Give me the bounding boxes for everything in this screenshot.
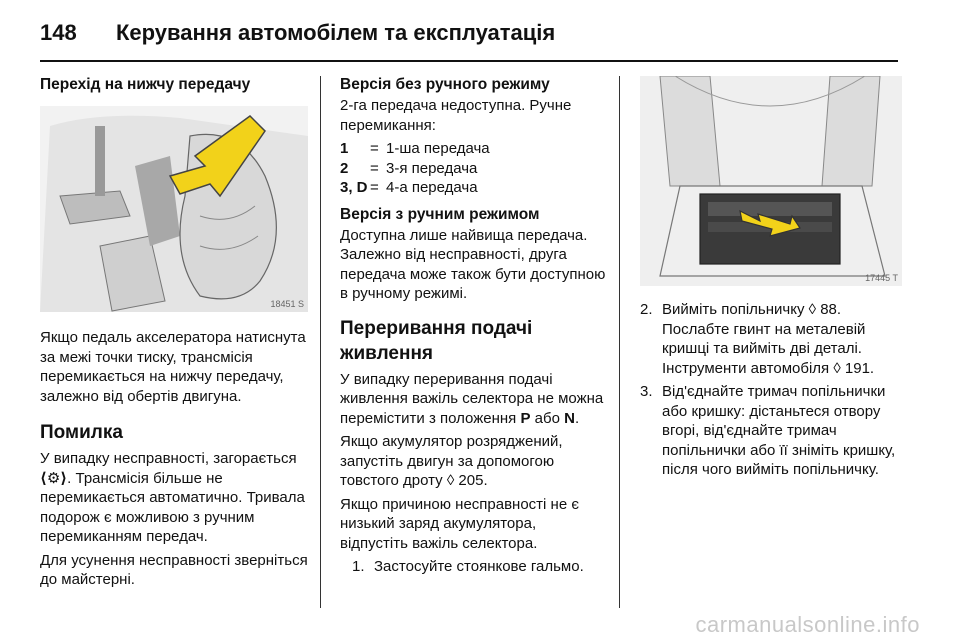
- section-title-manual: Версія з ручним режимом: [340, 205, 540, 223]
- column-1: [40, 76, 308, 594]
- page-title: Керування автомобілем та експлуатація: [116, 20, 556, 45]
- figure-code: 17445 T: [865, 273, 898, 283]
- selector-paragraph: Якщо причиною несправності не є низький заряд акумулятора, відпустіть важіль селектора.: [340, 495, 580, 552]
- section-title-kickdown: Перехід на нижчу передачу: [40, 76, 251, 93]
- header-rule: [40, 60, 898, 62]
- pedal-drawing: [40, 106, 308, 312]
- power-paragraph: У випадку переривання подачі живлення важіль селектора не можна перемістити з положення P або N.: [340, 370, 604, 427]
- gear-definition-row: 1 = 1-ша передача: [340, 140, 490, 157]
- ashtray-drawing: [640, 76, 902, 286]
- list-item: 1. Застосуйте стоянкове гальмо.: [352, 558, 584, 575]
- battery-paragraph: Якщо акумулятор розряджений, запустіть двигун за допомогою товстого дроту ◊ 205.: [340, 433, 563, 489]
- heading-power-interruption: Переривання подачі живлення: [340, 317, 533, 364]
- column-2: [340, 76, 606, 581]
- page-number: 148: [40, 20, 77, 45]
- transmission-warning-icon: ⟨⚙⟩: [40, 469, 68, 487]
- section-title-no-manual: Версія без ручного режиму: [340, 76, 550, 93]
- list-item: 2. Вийміть попільничку ◊ 88. Послабте гвинт на металевій кришці та вийміть дві деталі. Інструменти автомобіля ◊ 191.: [640, 301, 875, 377]
- gear-definition-list: [340, 139, 606, 198]
- gear-definition-row: 3, D = 4-а передача: [340, 179, 478, 196]
- column-divider: [320, 76, 321, 608]
- steps-list: [640, 300, 910, 480]
- column-divider: [619, 76, 620, 608]
- page-header: [40, 16, 920, 56]
- ashtray-illustration: [640, 76, 902, 286]
- kickdown-paragraph: Якщо педаль акселератора натиснута за межі точки тиску, трансмісія перемикається на нижчу передачу, залежно від обертів двигуна.: [40, 329, 306, 405]
- no-manual-intro: 2-га передача недоступна. Ручне перемикання:: [340, 97, 572, 134]
- column-3: [640, 76, 910, 484]
- error-paragraph: У випадку несправності, загорається ⟨⚙⟩. Трансмісія більше не перемикається автоматично. Тривала подорож є можливою з ручним перемиканням передач.: [40, 450, 305, 545]
- workshop-paragraph: Для усунення несправності зверніться до майстерні.: [40, 551, 308, 588]
- heading-error: Помилка: [40, 422, 123, 443]
- manual-paragraph: Доступна лише найвища передача. Залежно від несправності, друга передача може також бути доступною в ручному режимі.: [340, 226, 606, 302]
- figure-code: 18451 S: [270, 299, 304, 309]
- watermark: carmanualsonline.info: [695, 612, 920, 637]
- pedal-illustration: [40, 106, 308, 312]
- steps-list: [352, 557, 606, 577]
- list-item: 3. Від'єднайте тримач попільнички або кришку: дістаньтеся отвору вгорі, від'єднайте тримач попільнички або її зніміть кришку, після чого вийміть попільничку.: [640, 383, 896, 478]
- gear-definition-row: 2 = 3-я передача: [340, 159, 478, 177]
